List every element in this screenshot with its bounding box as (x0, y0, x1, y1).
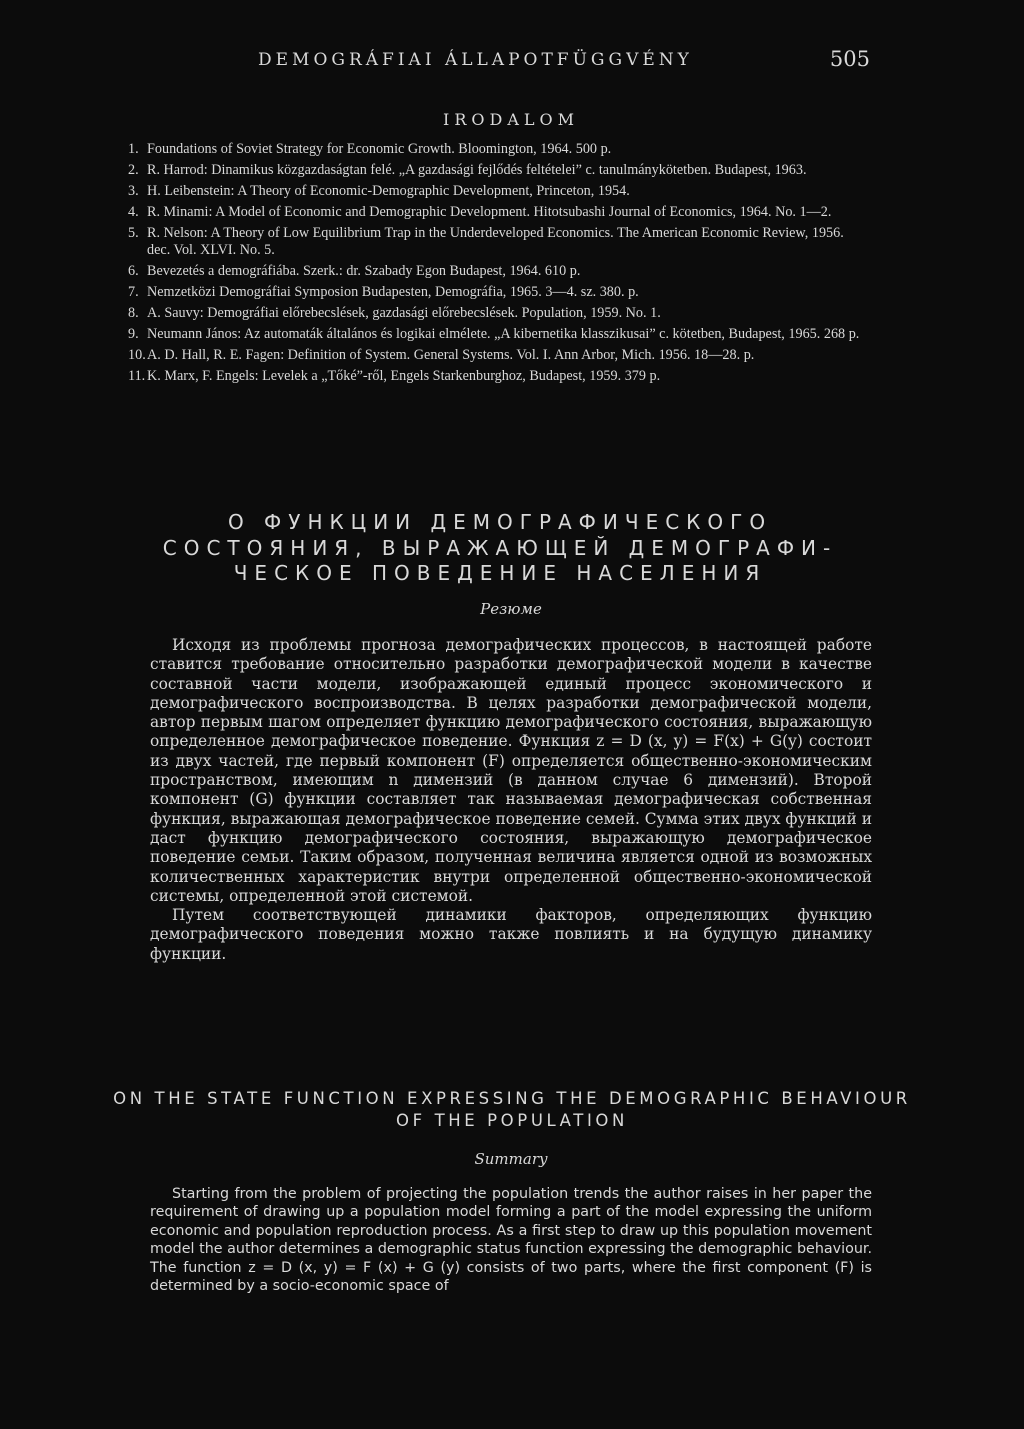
reference-number: 9. (128, 326, 139, 342)
reference-text: Neumann János: Az automaták általános és logikai elmélete. „A kibernetika klasszikusai” c. kötetben, Budapest, 1965. 268 p. (147, 326, 860, 342)
references-heading: IRODALOM (443, 110, 579, 129)
reference-number: 10. (128, 347, 146, 363)
russian-summary-paragraph-1: Исходя из проблемы прогноза демографических процессов, в настоящей работе ставится требование относительно разработки демографической модели в качестве составной части модели, изображающей единый процесс экономического и демографического воспроизводства. В целях разработки демографической модели, автор первым шагом определяет функцию демографического состояния, выражающую определенное демографическое поведение. Функция z = D (x, y) = F(x) + G(y) состоит из двух частей, где первый компонент (F) определяется общественно-экономическим пространством, имеющим n димензий (в данном случае 6 димензий). Второй компонент (G) функции составляет так называемая демографическая собственная функция, выражающая демографическое поведение семей. Сумма этих двух функций и даст функцию демографического состояния, выражающую демографическое поведение семьи. Таким образом, полученная величина является одной из возможных количественных характеристик внутри определенной общественно-экономической системы, определенной этой системой. (150, 636, 872, 905)
reference-item (128, 225, 870, 259)
english-summary-label: Summary (474, 1150, 548, 1168)
page-number: 505 (829, 47, 870, 71)
reference-list (128, 141, 870, 389)
russian-summary-paragraph-2: Путем соответствующей динамики факторов, определяющих функцию демографического поведения можно также повлиять и на будущую динамику функции. (150, 906, 872, 963)
reference-item (128, 183, 870, 200)
reference-item (128, 141, 870, 158)
english-summary-paragraph-1: Starting from the problem of projecting the population trends the author raises in her paper the requirement of drawing up a population model forming a part of the model expressing the uniform economic and population reproduction process. As a first step to draw up this population movement model the author determines a demographic status function expressing the demographic behaviour. The function z = D (x, y) = F (x) + G (y) consists of two parts, where the first component (F) is determined by a socio-economic space of (150, 1186, 872, 1295)
reference-number: 8. (128, 305, 139, 321)
reference-number: 4. (128, 204, 139, 220)
reference-number: 1. (128, 141, 139, 157)
reference-text: Foundations of Soviet Strategy for Economic Growth. Bloomington, 1964. 500 p. (147, 141, 612, 157)
russian-summary-title: О ФУНКЦИИ ДЕМОГРАФИЧЕСКОГО СОСТОЯНИЯ, ВЫРАЖАЮЩЕЙ ДЕМОГРАФИ-ЧЕСКОЕ ПОВЕДЕНИЕ НАСЕЛЕНИЯ (162, 510, 838, 585)
reference-number: 2. (128, 162, 139, 178)
reference-item (128, 204, 870, 221)
reference-text: H. Leibenstein: A Theory of Economic-Demographic Development, Princeton, 1954. (147, 183, 630, 199)
reference-number: 6. (128, 263, 139, 279)
reference-item (128, 368, 870, 385)
reference-item (128, 162, 870, 179)
reference-text: R. Nelson: A Theory of Low Equilibrium Trap in the Underdeveloped Economics. The American Economic Review, 1956. dec. Vol. XLVI. No. 5. (147, 225, 844, 258)
reference-text: R. Minami: A Model of Economic and Demographic Development. Hitotsubashi Journal of Economics, 1964. No. 1—2. (147, 204, 832, 220)
running-head (258, 47, 870, 71)
russian-summary-body (150, 636, 872, 964)
reference-item (128, 326, 870, 343)
reference-text: Nemzetközi Demográfiai Symposion Budapesten, Demográfia, 1965. 3—4. sz. 380. p. (147, 284, 639, 300)
russian-summary-label: Резюме (480, 600, 542, 618)
reference-text: R. Harrod: Dinamikus közgazdaságtan felé. „A gazdasági fejlődés feltételei” c. tanulmánykötetben. Budapest, 1963. (147, 162, 807, 178)
reference-number: 3. (128, 183, 139, 199)
reference-number: 7. (128, 284, 139, 300)
reference-number: 11. (128, 368, 146, 384)
running-title: DEMOGRÁFIAI ÁLLAPOTFÜGGVÉNY (258, 50, 693, 70)
english-summary-body (150, 1185, 872, 1295)
reference-text: K. Marx, F. Engels: Levelek a „Tőké”-ről, Engels Starkenburghoz, Budapest, 1959. 379 p. (147, 368, 661, 384)
reference-item (128, 347, 870, 364)
reference-text: Bevezetés a demográfiába. Szerk.: dr. Szabady Egon Budapest, 1964. 610 p. (147, 263, 581, 279)
reference-item (128, 305, 870, 322)
english-summary-title: ON THE STATE FUNCTION EXPRESSING THE DEMOGRAPHIC BEHAVIOUR OF THE POPULATION (113, 1089, 911, 1130)
reference-text: A. D. Hall, R. E. Fagen: Definition of System. General Systems. Vol. I. Ann Arbor, Mich. 1956. 18—28. p. (147, 347, 755, 363)
reference-text: A. Sauvy: Demográfiai előrebecslések, gazdasági előrebecslések. Population, 1959. No. 1. (147, 305, 661, 321)
reference-number: 5. (128, 225, 139, 241)
reference-item (128, 263, 870, 280)
reference-item (128, 284, 870, 301)
